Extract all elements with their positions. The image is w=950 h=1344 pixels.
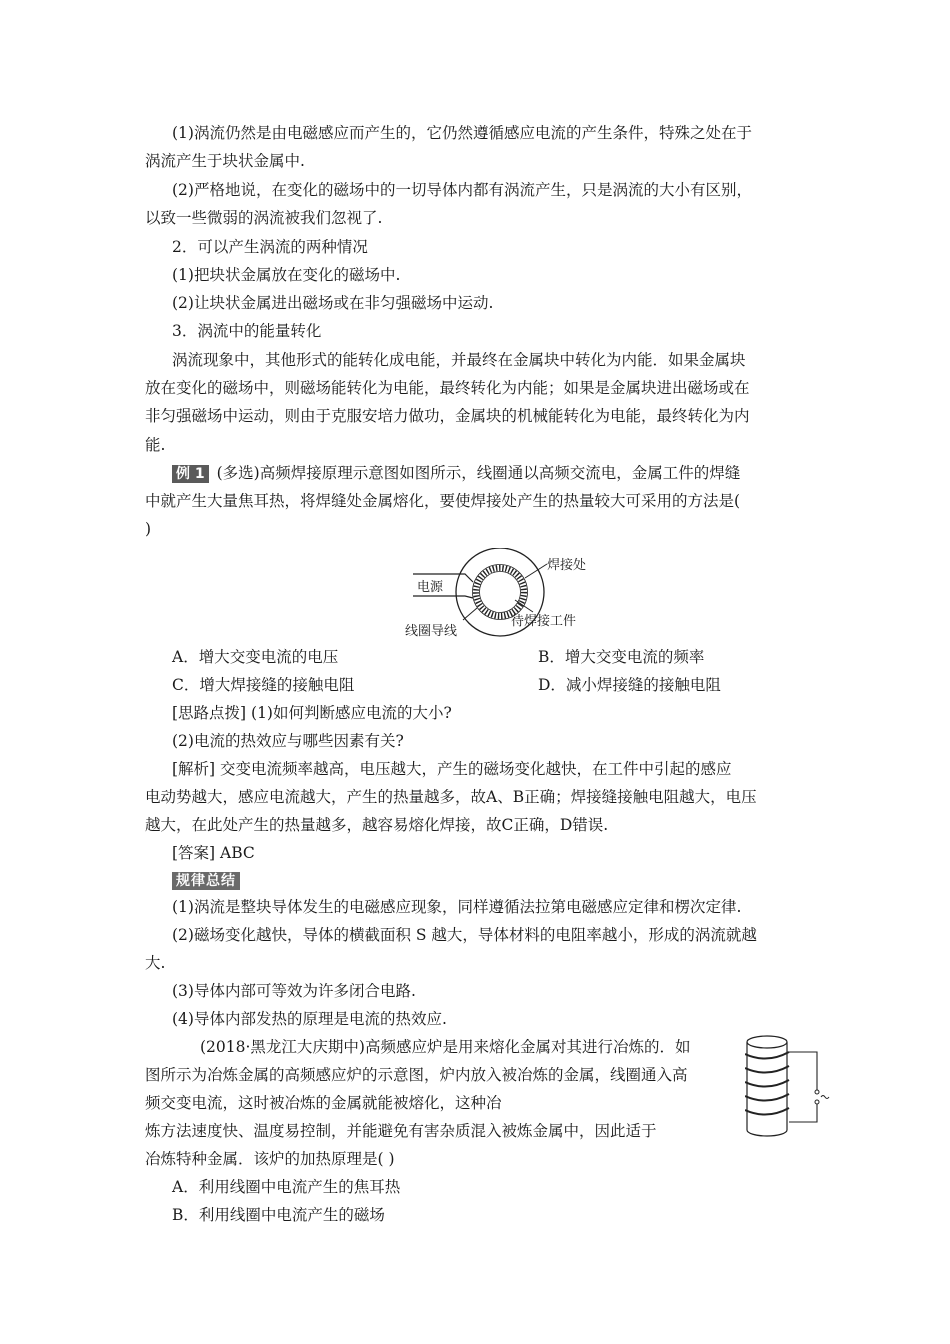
welding-figure: [405, 548, 605, 640]
text-line: (2)严格地说，在变化的磁场中的一切导体内都有涡流产生，只是涡流的大小有区别，: [172, 181, 752, 199]
hint-line: [思路点拨] (1)如何判断感应电流的大小?: [172, 704, 452, 722]
cylinder-bottom: [747, 1130, 787, 1136]
text-line: 以致一些微弱的涡流被我们忽视了.: [145, 209, 383, 227]
option-a: A．增大交变电流的电压: [172, 648, 339, 666]
lead-top: [789, 1052, 817, 1090]
example-text: (多选)高频焊接原理示意图如图所示，线圈通以高频交流电，金属工件的焊缝: [216, 464, 741, 482]
option-b: B．增大交变电流的频率: [538, 648, 705, 666]
coil-turn: [745, 1080, 789, 1087]
rule-line: (4)导体内部发热的原理是电流的热效应.: [172, 1010, 447, 1028]
problem-line: (2018·黑龙江大庆期中)高频感应炉是用来熔化金属对其进行冶炼的．如: [200, 1038, 691, 1056]
coil-turn: [745, 1052, 789, 1059]
terminal-bottom: [815, 1100, 819, 1104]
text-line: (1)把块状金属放在变化的磁场中.: [172, 266, 401, 284]
cylinder-top: [747, 1036, 787, 1048]
coil-label: 线圈导线: [405, 624, 458, 639]
analysis-line: 电动势越大，感应电流越大，产生的热量越多，故A、B正确；焊接缝接触电阻越大，电压: [145, 788, 757, 806]
power-label: 电源: [417, 580, 444, 595]
rule-line: (2)磁场变化越快，导体的横截面积 S 越大，导体材料的电阻率越小，形成的涡流就越: [172, 926, 757, 944]
hint-line: (2)电流的热效应与哪些因素有关?: [172, 732, 404, 750]
coil-turn: [745, 1094, 789, 1101]
text-line: 非匀强磁场中运动，则由于克服安培力做功，金属块的机械能转化为电能，最终转化为内: [145, 407, 750, 425]
text-line: 涡流现象中，其他形式的能转化成电能，并最终在金属块中转化为内能．如果金属块: [172, 351, 746, 369]
furnace-figure: [745, 1030, 830, 1140]
furnace-diagram: [745, 1030, 830, 1140]
section-heading: 2．可以产生涡流的两种情况: [172, 238, 368, 256]
problem-line: 图所示为冶炼金属的高频感应炉的示意图，炉内放入被冶炼的金属，线圈通入高: [145, 1066, 688, 1084]
ac-symbol: [821, 1096, 829, 1099]
option-d: D．减小焊接缝的接触电阻: [538, 676, 721, 694]
rule-line: (1)涡流是整块导体发生的电磁感应现象，同样遵循法拉第电磁感应定律和楞次定律.: [172, 898, 742, 916]
weld-label: 焊接处: [547, 558, 587, 573]
option-c: C．增大焊接缝的接触电阻: [172, 676, 355, 694]
rules-badge: 规律总结: [172, 872, 240, 890]
problem-option-a: A．利用线圈中电流产生的焦耳热: [172, 1178, 401, 1196]
analysis-line: [解析] 交变电流频率越高，电压越大，产生的磁场变化越快，在工件中引起的感应: [172, 760, 732, 778]
terminal-top: [815, 1090, 819, 1094]
workpiece-label: 待焊接工件: [511, 614, 577, 629]
answer-line: [答案] ABC: [172, 844, 255, 862]
coil-leader: [463, 608, 477, 620]
coil-inner-edge: [480, 572, 521, 613]
section-heading: 3．涡流中的能量转化: [172, 322, 322, 340]
example-badge: 例 1: [172, 465, 209, 483]
rule-line: (3)导体内部可等效为许多闭合电路.: [172, 982, 416, 1000]
problem-option-b: B．利用线圈中电流产生的磁场: [172, 1206, 385, 1224]
text-line: (1)涡流仍然是由电磁感应而产生的，它仍然遵循感应电流的产生条件，特殊之处在于: [172, 124, 752, 142]
text-line: (2)让块状金属进出磁场或在非匀强磁场中运动.: [172, 294, 494, 312]
example-line: 中就产生大量焦耳热，将焊缝处金属熔化，要使焊接处产生的热量较大可采用的方法是(: [145, 492, 741, 510]
analysis-line: 越大，在此处产生的热量越多，越容易熔化焊接，故C正确，D错误.: [145, 816, 609, 834]
text-line: 放在变化的磁场中，则磁场能转化为电能，最终转化为内能；如果是金属块进出磁场或在: [145, 379, 750, 397]
coil-turn: [745, 1066, 789, 1073]
lead-bottom: [789, 1102, 817, 1122]
example-line: ): [145, 520, 152, 538]
problem-line: 炼方法速度快、温度易控制，并能避免有害杂质混入被炼金属中，因此适于: [145, 1122, 657, 1140]
rules-heading: [172, 869, 240, 891]
example-line: [172, 462, 740, 484]
problem-line: 频交变电流，这时被冶炼的金属就能被熔化，这种冶: [145, 1094, 502, 1112]
problem-line: 冶炼特种金属．该炉的加热原理是( ): [145, 1150, 395, 1168]
text-line: 涡流产生于块状金属中.: [145, 152, 305, 170]
rule-line: 大.: [145, 954, 166, 972]
coil-turn: [745, 1108, 789, 1115]
text-line: 能.: [145, 436, 166, 454]
power-lead-bottom: [413, 596, 473, 598]
coil-ring: [476, 568, 524, 616]
